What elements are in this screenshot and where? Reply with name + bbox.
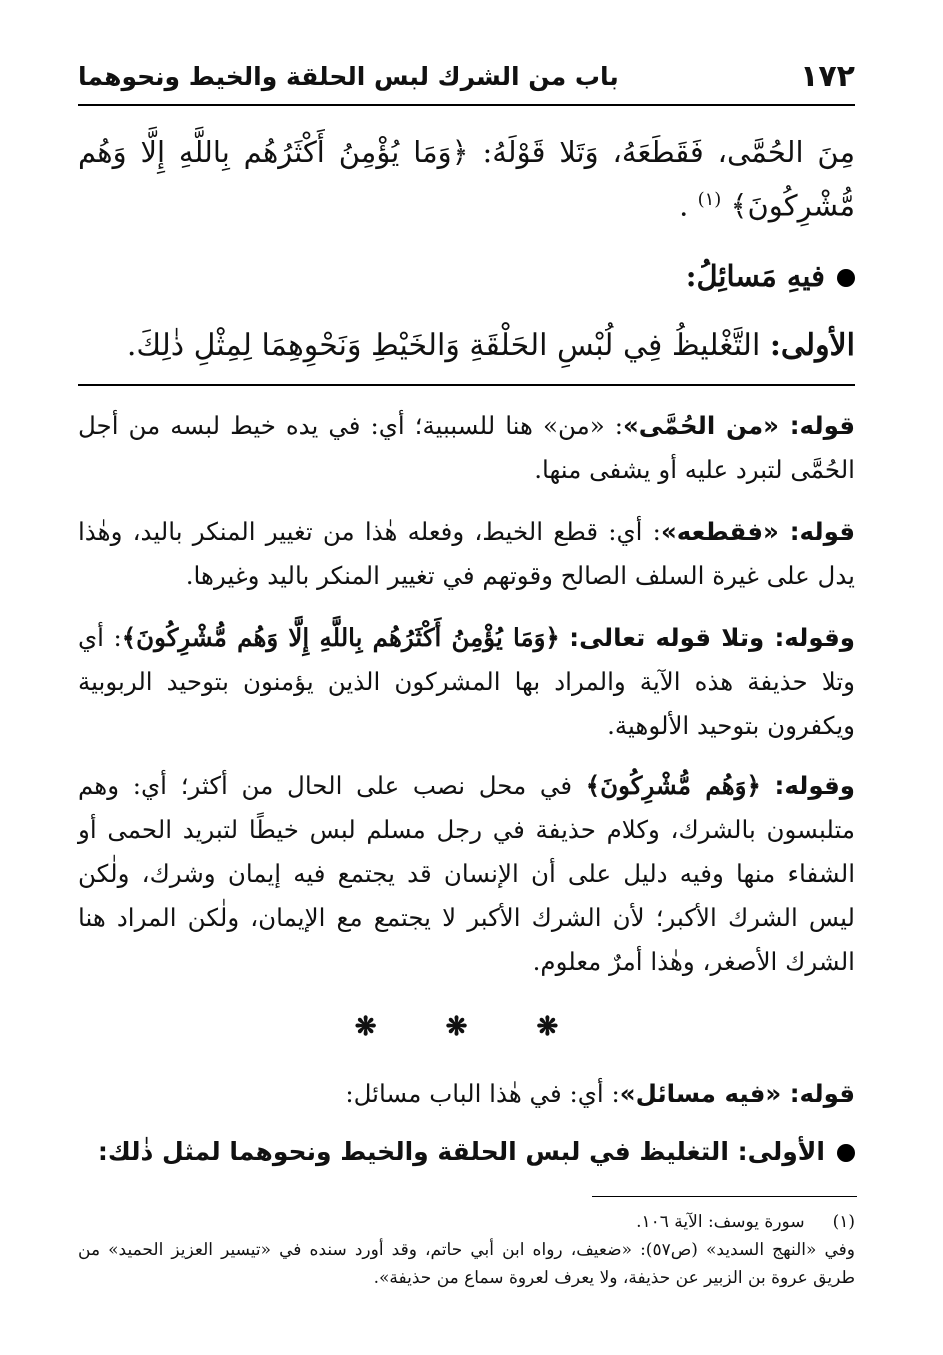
commentary-lead: وقوله: وتلا قوله تعالى:: [569, 623, 855, 652]
page-header: [78, 52, 855, 100]
commentary-text: : أي: في هٰذا الباب مسائل:: [345, 1079, 620, 1108]
first-issue-label: الأولى:: [769, 328, 855, 363]
footnote-number: (١): [832, 1212, 855, 1232]
commentary-paragraph: [78, 404, 855, 492]
first-issue: [78, 322, 855, 370]
commentary-text: : أي وتلا حذيفة هذه الآية والمراد بها المشركون الذين يؤمنون بتوحيد الربوبية ويكفرون بتوحيد الألوهية.: [78, 623, 855, 740]
matn-passage: [78, 128, 855, 230]
commentary-text: في محل نصب على الحال من أكثر؛ أي: وهم متلبسون بالشرك، وكلام حذيفة في رجل مسلم لبس خيطًا لتبريد الحمى أو الشفاء منها وفيه دليل على أن الإنسان قد يجتمع فيه إيمان وشرك، ولٰكن ليس الشرك الأكبر؛ لأن الشرك الأكبر لا يجتمع مع الإيمان، ولٰكن المراد هنا الشرك الأصغر، وهٰذا أمرٌ معلوم.: [78, 771, 855, 976]
issues-heading: [78, 254, 855, 298]
commentary-text: : أي: قطع الخيط، وفعله هٰذا من تغيير المنكر باليد، وهٰذا يدل على غيرة السلف الصالح وقوتهم في تغيير المنكر باليد وغيرها.: [78, 517, 855, 590]
commentary-paragraph: [78, 510, 855, 598]
footnote-1-note: وفي «النهج السديد» (ص٥٧): «ضعيف، رواه ابن أبي حاتم، وقد أورد سنده في «تيسير العزيز الحميد» من طريق عروة بن الزبير عن حذيفة، ولا يعرف لعروة سماع من حذيفة».: [78, 1240, 855, 1288]
footnote-1: [78, 1208, 855, 1236]
commentary-paragraph: [78, 616, 855, 748]
commentary-issue: [78, 1130, 855, 1174]
commentary-lead: وقوله:: [774, 771, 856, 800]
footnote-divider: [592, 1196, 857, 1197]
bullet-icon: [837, 1144, 855, 1162]
quran-verse: ﴿وَمَا يُؤْمِنُ أَكْثَرُهُم بِاللَّهِ إِلَّا وَهُم مُّشْرِكُونَ﴾: [121, 623, 560, 652]
footnote-text: سورة يوسف: الآية ١٠٦.: [636, 1212, 805, 1232]
commentary-lead: قوله: «من الحُمَّى»: [622, 411, 855, 440]
footnote-marker: (١): [697, 189, 722, 210]
section-divider: [78, 384, 855, 386]
chapter-title: باب من الشرك لبس الحلقة والخيط ونحوهما: [78, 61, 619, 91]
commentary-text: : «من» هنا للسببية؛ أي: في يده خيط لبسه من أجل الحُمَّى لتبرد عليه أو يشفى منها.: [78, 411, 855, 484]
commentary-paragraph: [78, 764, 855, 984]
commentary-issue-text: الأولى: التغليظ في لبس الحلقة والخيط ونحوهما لمثل ذٰلك:: [97, 1137, 825, 1166]
commentary-lead: قوله: «فيه مسائل»: [619, 1079, 855, 1108]
issues-heading-text: فيهِ مَسائِلُ:: [685, 259, 825, 293]
header-divider: [78, 104, 855, 106]
commentary-paragraph: [78, 1072, 855, 1116]
bullet-icon: [837, 269, 855, 287]
passage-text: مِنَ الحُمَّى، فَقَطَعَهُ، وَتَلا قَوْلَهُ: ﴿وَمَا يُؤْمِنُ أَكْثَرُهُم بِاللَّهِ إِلَّا وَهُم مُّشْرِكُونَ﴾: [78, 135, 855, 223]
quran-verse: ﴿وَهُم مُّشْرِكُونَ﴾: [585, 771, 761, 800]
commentary-lead: قوله: «فقطعه»: [660, 517, 856, 546]
first-issue-text: التَّغْليظُ فِي لُبْسِ الحَلْقَةِ وَالخَيْطِ وَنَحْوِهِمَا لِمِثْلِ ذٰلِكَ.: [126, 328, 761, 363]
page-number: ١٧٢: [800, 58, 855, 94]
passage-end: .: [679, 188, 689, 223]
footnotes: [78, 1208, 855, 1292]
section-separator-stars: ❋ ❋ ❋: [354, 1012, 589, 1042]
